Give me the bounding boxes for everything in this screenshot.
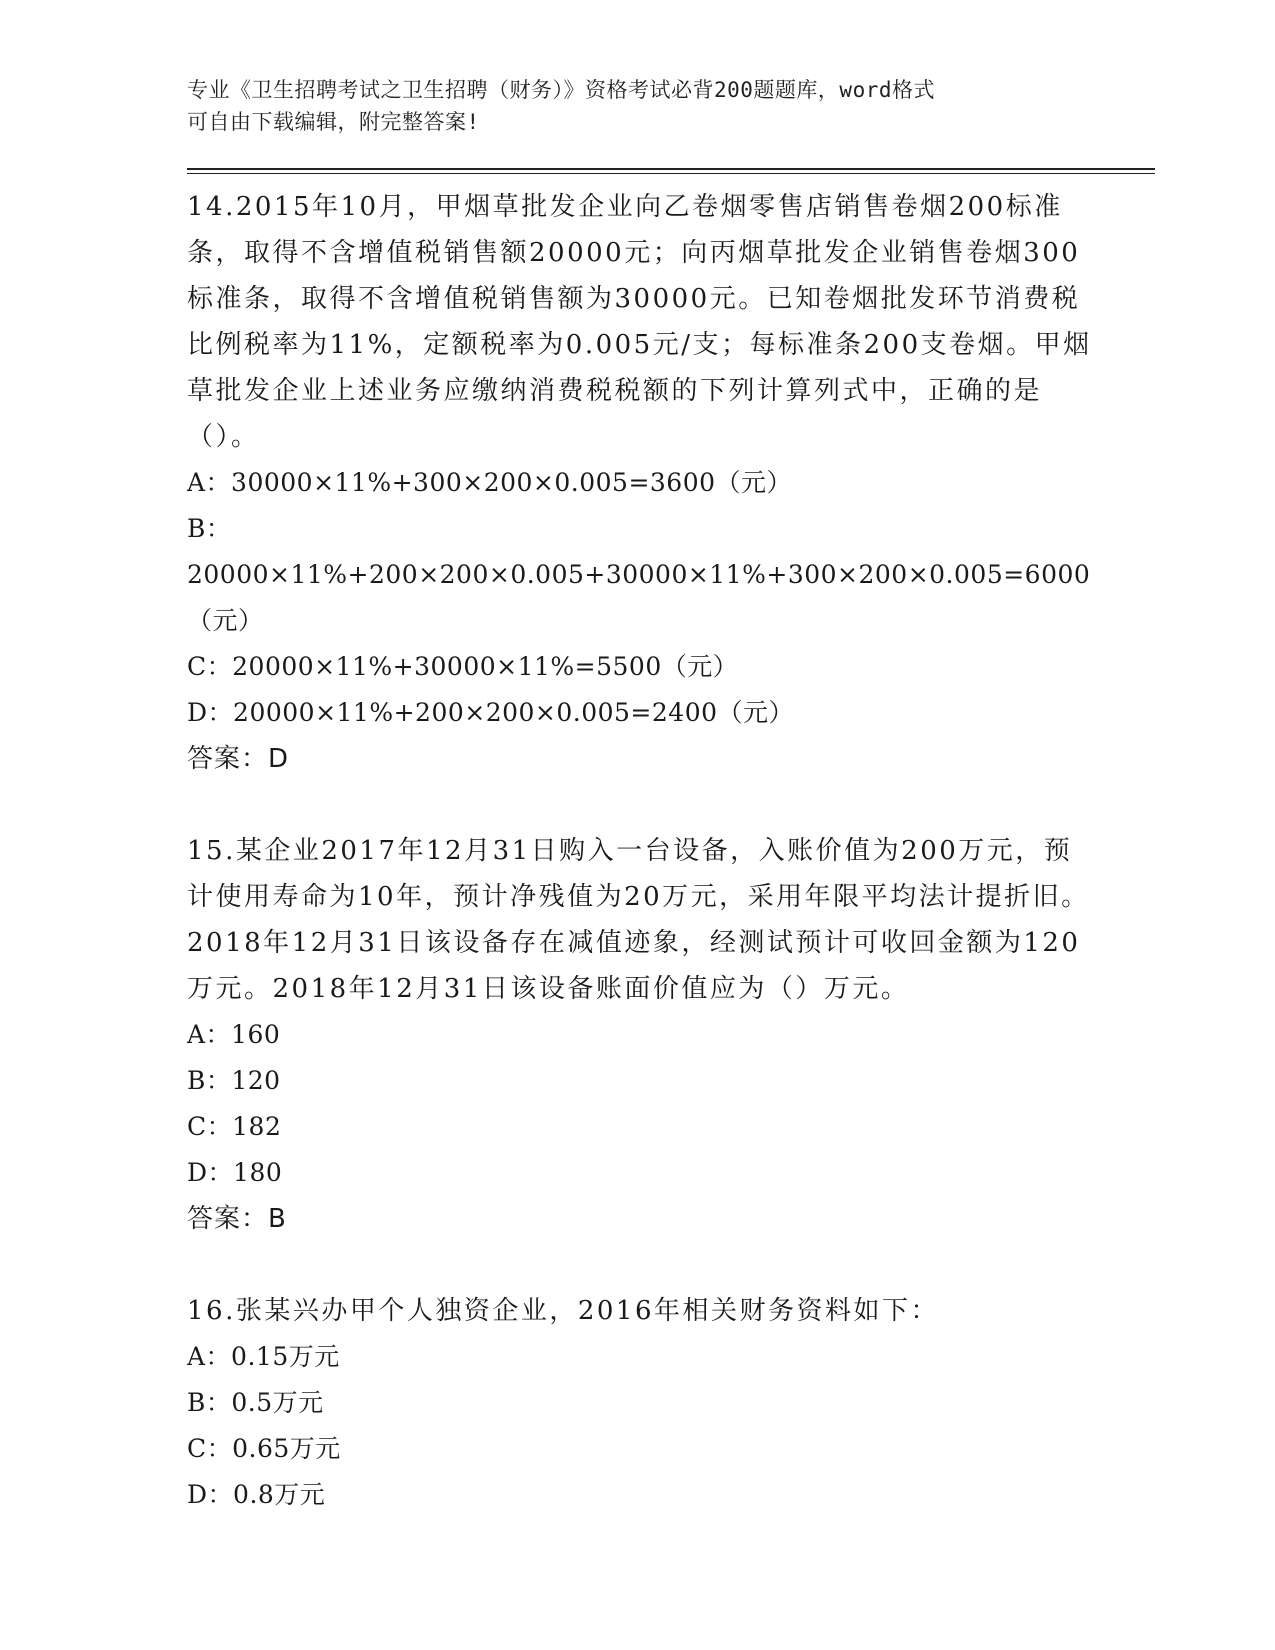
question-15: [187, 828, 1157, 1242]
header-divider: [187, 168, 1155, 174]
option-b: B：20000×11%+200×200×0.005+30000×11%+300×200×0.005=6000（元）: [187, 514, 1091, 635]
option-c: C：0.65万元: [187, 1434, 341, 1463]
header-line-2: 可自由下载编辑，附完整答案!: [187, 110, 480, 134]
option-b: B：0.5万元: [187, 1388, 324, 1417]
answer-line: 答案：B: [187, 1204, 287, 1234]
question-text: 16.张某兴办甲个人独资企业，2016年相关财务资料如下：: [187, 1296, 940, 1326]
option-a: A：160: [187, 1020, 281, 1049]
question-text: 15.某企业2017年12月31日购入一台设备，入账价值为200万元，预计使用寿命为10年，预计净残值为20万元，采用年限平均法计提折旧。2018年12月31日该设备存在减值迹象，经测试预计可收回金额为120万元。2018年12月31日该设备账面价值应为（）万元。: [187, 836, 1090, 1004]
option-a: A：30000×11%+300×200×0.005=3600（元）: [187, 468, 793, 497]
question-14: [187, 184, 1157, 782]
question-text: 14.2015年10月，甲烟草批发企业向乙卷烟零售店销售卷烟200标准条，取得不含增值税销售额20000元；向丙烟草批发企业销售卷烟300标准条，取得不含增值税销售额为30000元。已知卷烟批发环节消费税比例税率为11%，定额税率为0.005元/支；每标准条200支卷烟。甲烟草批发企业上述业务应缴纳消费税税额的下列计算列式中，正确的是（）。: [187, 192, 1092, 452]
header-line-1: 专业《卫生招聘考试之卫生招聘（财务）》资格考试必背200题题库，word格式: [187, 78, 935, 102]
question-spacer: [187, 1242, 1157, 1288]
option-a: A：0.15万元: [187, 1342, 340, 1371]
option-b: B：120: [187, 1066, 281, 1095]
option-d: D：0.8万元: [187, 1480, 326, 1509]
option-c: C：182: [187, 1112, 282, 1141]
option-d: D：180: [187, 1158, 283, 1187]
option-c: C：20000×11%+30000×11%=5500（元）: [187, 652, 739, 681]
document-page: [187, 74, 1157, 1518]
question-spacer: [187, 782, 1157, 828]
document-header: [187, 74, 1067, 138]
question-16: [187, 1288, 1157, 1518]
answer-line: 答案：D: [187, 744, 290, 774]
option-d: D：20000×11%+200×200×0.005=2400（元）: [187, 698, 795, 727]
